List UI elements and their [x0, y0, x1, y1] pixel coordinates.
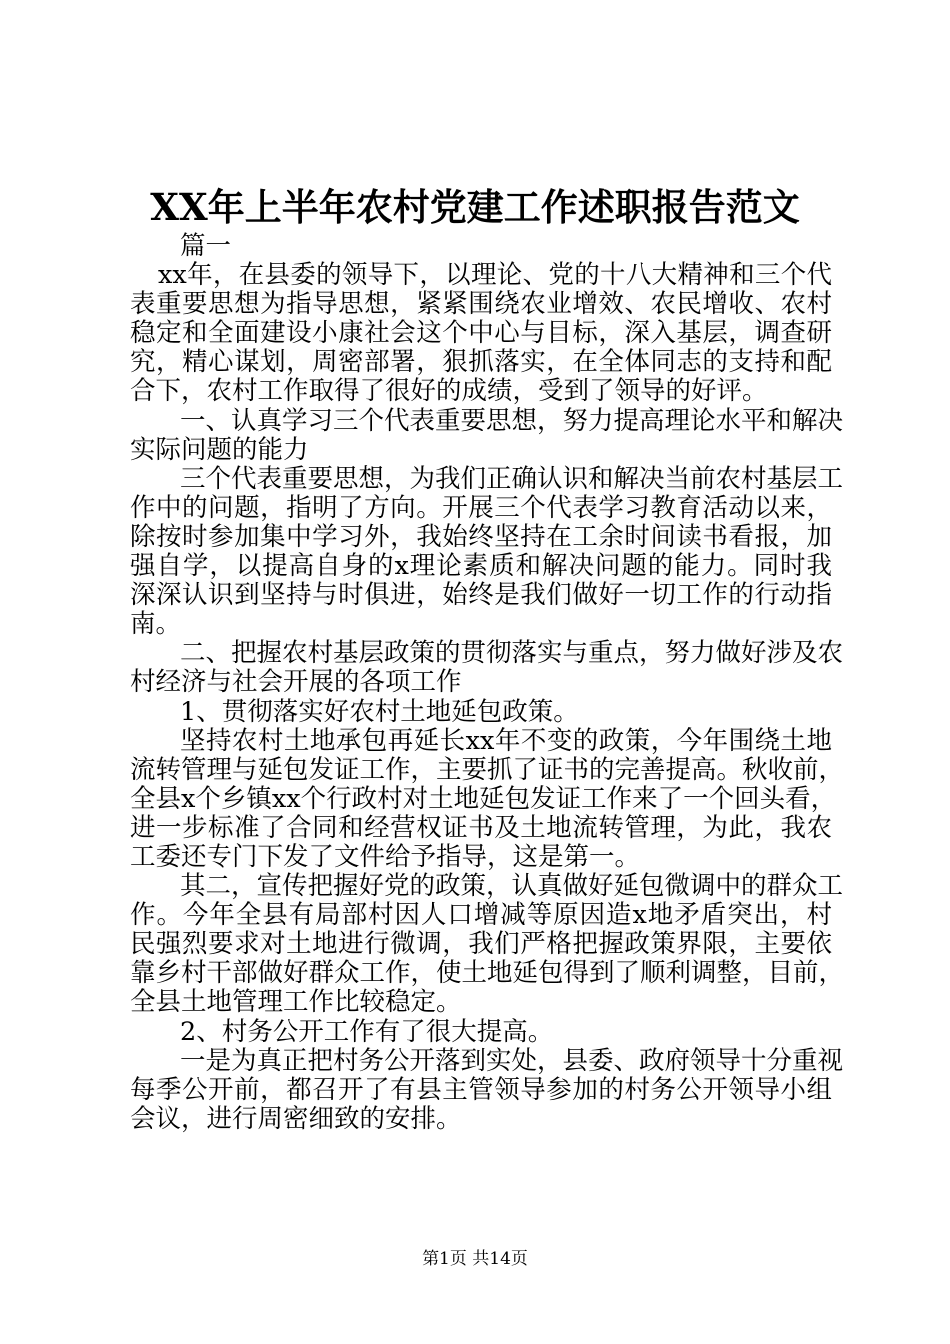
text-line: 南。: [130, 609, 182, 640]
text-line: 其二，宣传把握好党的政策，认真做好延包微调中的群众工: [180, 871, 844, 902]
text-line: 除按时参加集中学习外，我始终坚持在工余时间读书看报，加: [130, 521, 832, 552]
text-line: 靠乡村干部做好群众工作，使土地延包得到了顺利调整，目前，: [130, 958, 845, 989]
text-line: 全县x个乡镇xx个行政村对土地延包发证工作来了一个回头看，: [130, 783, 837, 814]
page-footer: 第1页 共14页: [422, 1249, 528, 1269]
text-line: 进一步标准了合同和经营权证书及土地流转管理，为此，我农: [130, 812, 832, 843]
document-body: [130, 231, 845, 1134]
text-line: 坚持农村土地承包再延长xx年不变的政策，今年围绕土地: [180, 725, 832, 756]
text-line: 表重要思想为指导思想，紧紧围绕农业增效、农民增收、农村: [130, 289, 832, 320]
text-line: 全县土地管理工作比较稳定。: [130, 987, 462, 1018]
text-line: 一是为真正把村务公开落到实处，县委、政府领导十分重视: [180, 1045, 844, 1076]
text-line: 作中的问题，指明了方向。开展三个代表学习教育活动以来，: [130, 492, 832, 523]
subheading-line: 2、村务公开工作有了很大提高。: [180, 1016, 554, 1047]
text-line: 强自学，以提高自身的x理论素质和解决问题的能力。同时我: [130, 551, 832, 582]
text-line: 会议，进行周密细致的安排。: [130, 1103, 462, 1134]
section-label: 篇一: [180, 231, 232, 261]
text-line: 究，精心谋划，周密部署，狠抓落实，在全体同志的支持和配: [130, 347, 832, 378]
text-line: 作。今年全县有局部村因人口增减等原因造x地矛盾突出，村: [130, 900, 832, 931]
text-line: 深深认识到坚持与时俱进，始终是我们做好一切工作的行动指: [130, 580, 832, 611]
text-line: 合下，农村工作取得了很好的成绩，受到了领导的好评。: [130, 376, 768, 407]
text-line: 三个代表重要思想，为我们正确认识和解决当前农村基层工: [180, 463, 844, 494]
text-line: 工委还专门下发了文件给予指导，这是第一。: [130, 841, 641, 872]
heading-line: 一、认真学习三个代表重要思想，努力提高理论水平和解决: [180, 405, 844, 436]
text-line: 每季公开前，都召开了有县主管领导参加的村务公开领导小组: [130, 1074, 832, 1105]
text-line: 民强烈要求对土地进行微调，我们严格把握政策界限，主要依: [130, 929, 832, 960]
heading-line: 村经济与社会开展的各项工作: [130, 667, 462, 698]
heading-line: 实际问题的能力: [130, 434, 309, 465]
heading-line: 二、把握农村基层政策的贯彻落实与重点，努力做好涉及农: [180, 638, 844, 669]
document-title: XX年上半年农村党建工作述职报告范文: [150, 185, 800, 229]
text-line: xx年，在县委的领导下，以理论、党的十八大精神和三个代: [158, 260, 832, 291]
text-line: 稳定和全面建设小康社会这个中心与目标，深入基层，调查研: [130, 318, 832, 349]
subheading-line: 1、贯彻落实好农村土地延包政策。: [180, 696, 579, 727]
text-line: 流转管理与延包发证工作，主要抓了证书的完善提高。秋收前，: [130, 754, 845, 785]
